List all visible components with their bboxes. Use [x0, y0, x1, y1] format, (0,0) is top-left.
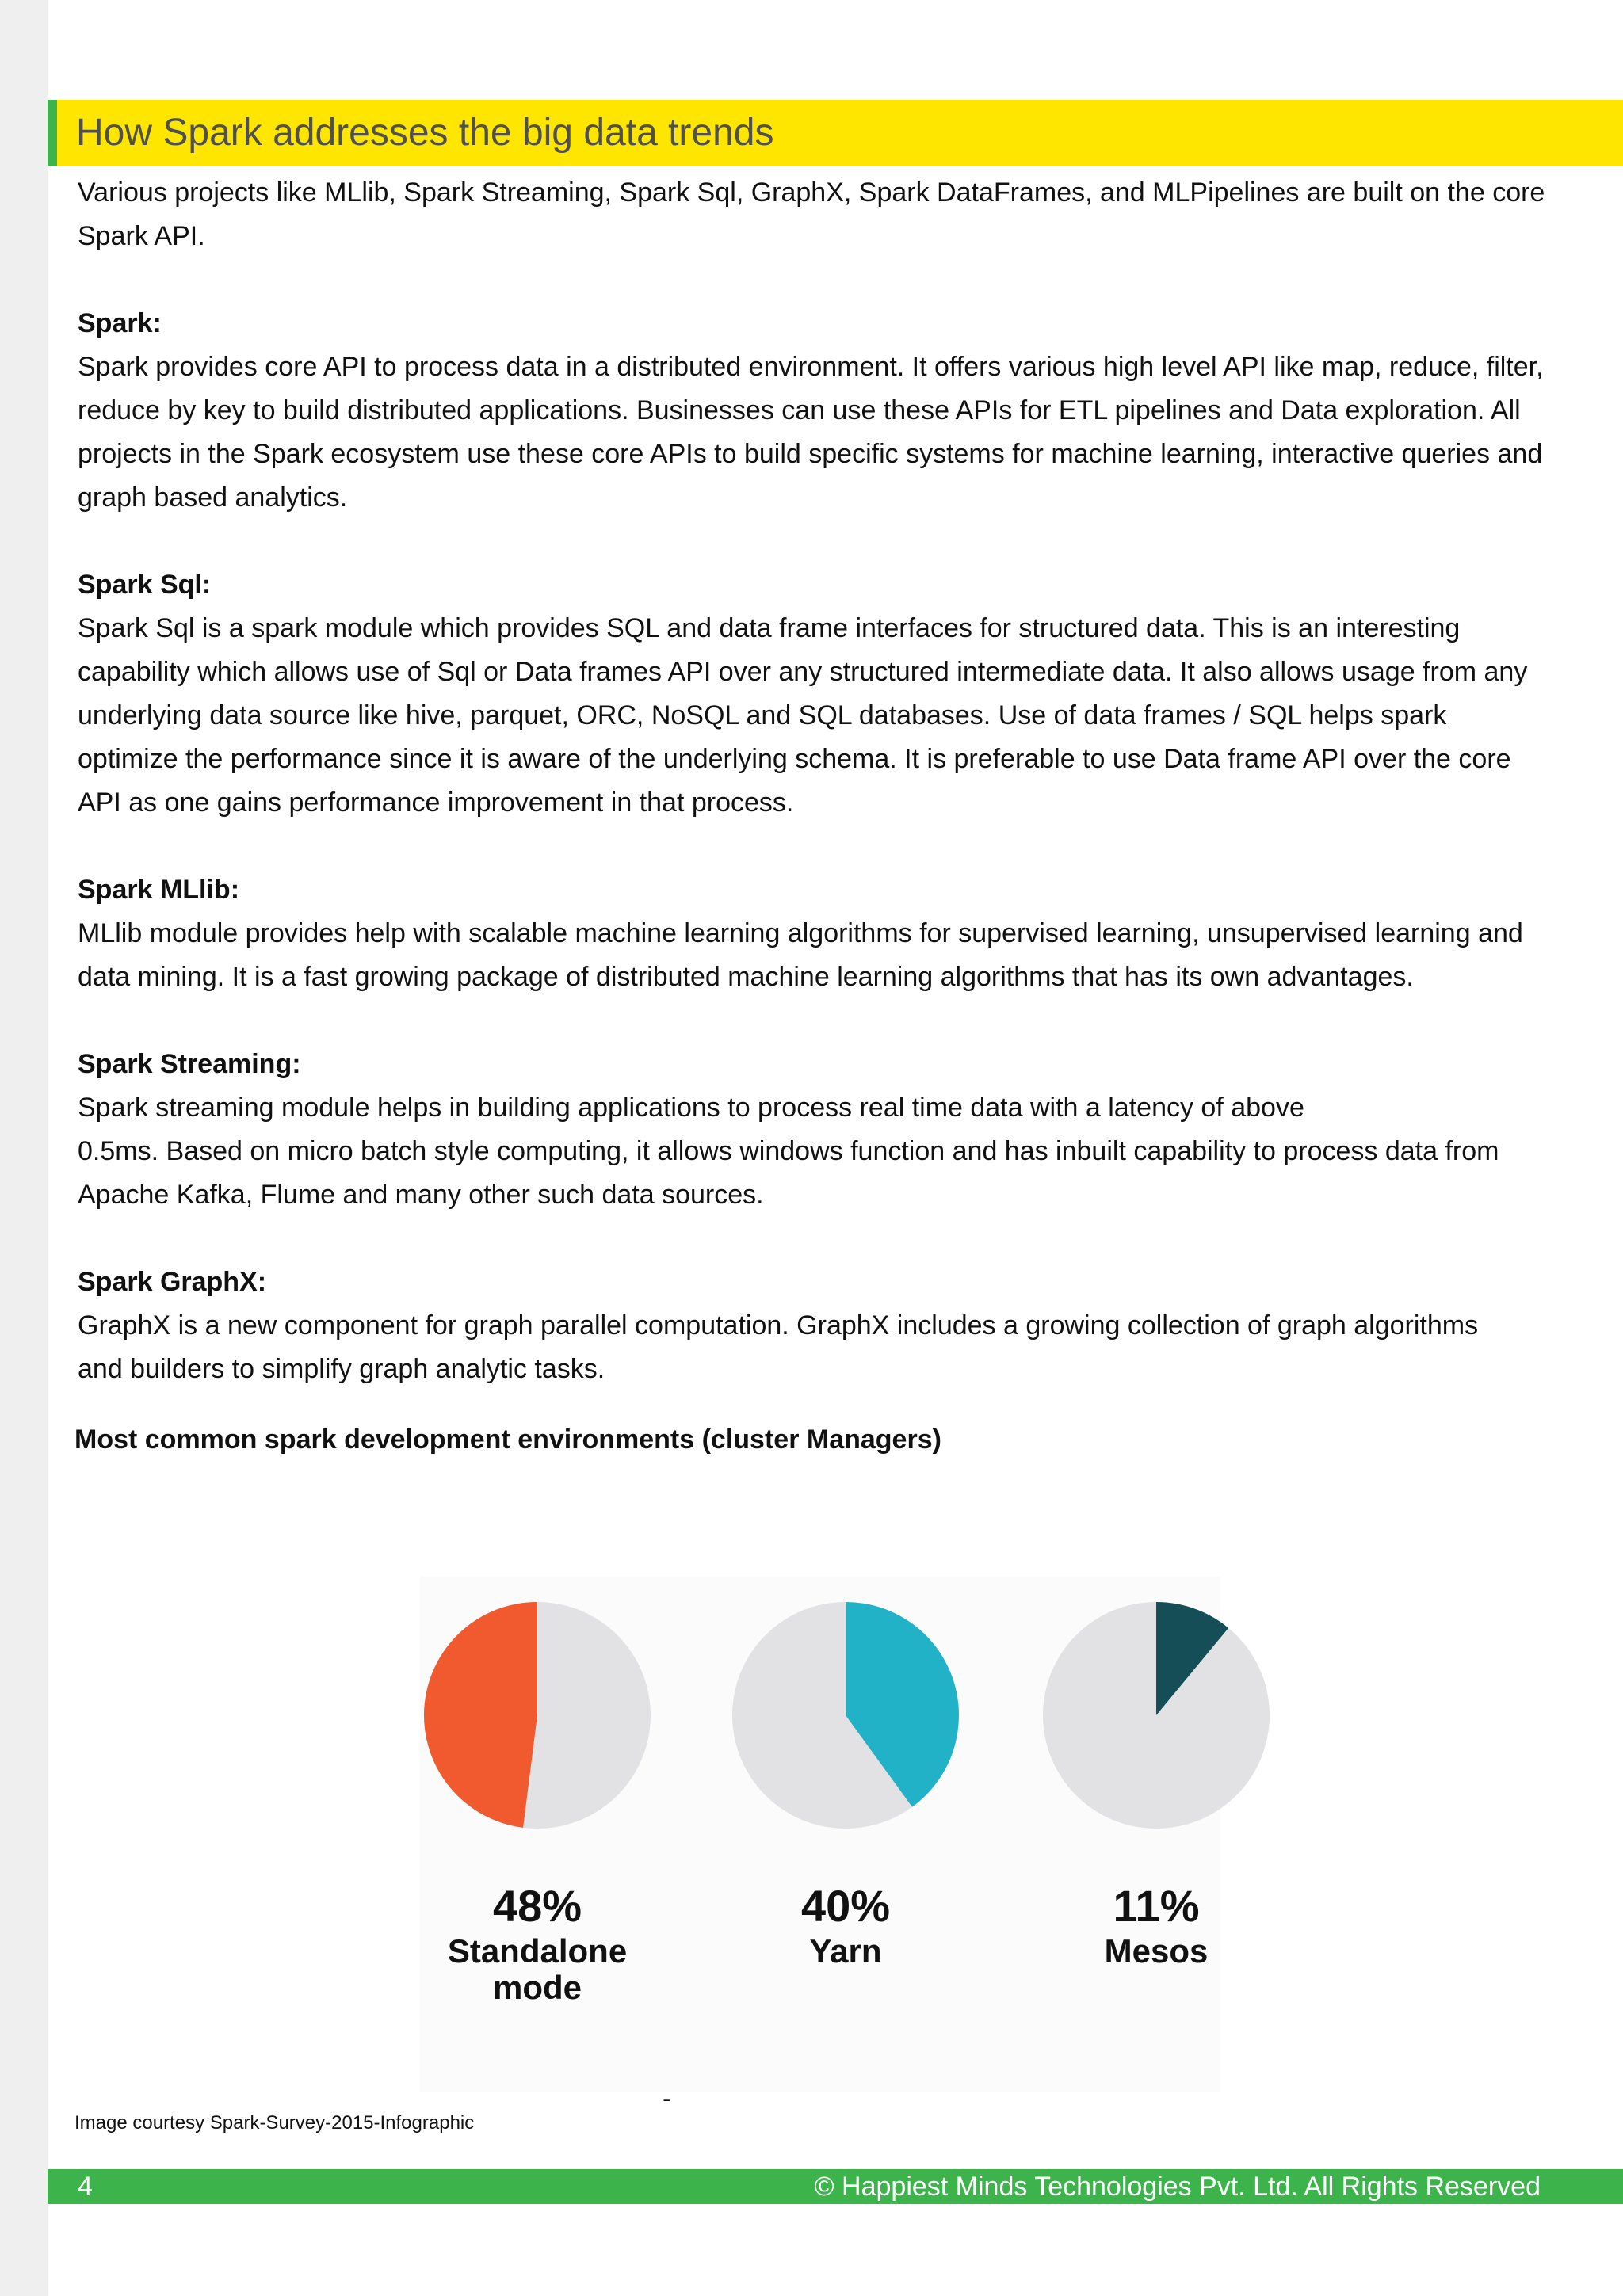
section-line: 0.5ms. Based on micro batch style computing, it allows windows function and has inbuilt capability to process data from [78, 1136, 1499, 1166]
pie-slice [424, 1602, 537, 1828]
pie-chart-standalone [418, 1600, 656, 2004]
pie-label: Standalone [447, 1932, 628, 1970]
image-credit: Image courtesy Spark-Survey-2015-Infographic [74, 2112, 475, 2134]
page-number: 4 [78, 2172, 93, 2202]
section-line: optimize the performance since it is aware of the underlying schema. It is preferable to use Data frame API over the core [78, 744, 1511, 774]
section-line: graph based analytics. [78, 482, 348, 513]
section-line: GraphX is a new component for graph parallel computation. GraphX includes a growing collection of graph algorithms [78, 1310, 1479, 1341]
section-title-spark-mllib: Spark MLlib: [78, 875, 240, 905]
pie-yarn-svg [731, 1600, 960, 1830]
section-line: MLlib module provides help with scalable machine learning algorithms for supervised learning, unsupervised learning and [78, 918, 1523, 948]
intro-line: Various projects like MLlib, Spark Streaming, Spark Sql, GraphX, Spark DataFrames, and MLPipelines are built on the core [78, 177, 1545, 208]
left-margin-strip [0, 0, 48, 2296]
section-line: capability which allows use of Sql or Data frames API over any structured intermediate data. It also allows usage from any [78, 657, 1528, 687]
pie-chart-mesos [1037, 1600, 1275, 1971]
page-heading: How Spark addresses the big data trends [76, 112, 774, 154]
section-line: underlying data source like hive, parquet, ORC, NoSQL and SQL databases. Use of data frames / SQL helps spark [78, 700, 1447, 730]
section-line: Spark streaming module helps in building applications to process real time data with a latency of above [78, 1093, 1304, 1123]
pie-value: 40% [800, 1881, 891, 1931]
pie-chart-yarn [727, 1600, 964, 1971]
section-title-spark-sql: Spark Sql: [78, 570, 212, 600]
pie-label: Yarn [809, 1932, 882, 1970]
section-line: Spark Sql is a spark module which provides SQL and data frame interfaces for structured data. This is an interesting [78, 613, 1461, 643]
pie-mesos-svg [1041, 1600, 1271, 1830]
pie-value: 11% [1113, 1881, 1200, 1931]
section-line: API as one gains performance improvement in that process. [78, 788, 794, 818]
section-line: and builders to simplify graph analytic tasks. [78, 1354, 605, 1384]
pie-value: 48% [492, 1881, 582, 1931]
copyright-notice: © Happiest Minds Technologies Pvt. Ltd. All Rights Reserved [814, 2172, 1541, 2202]
pie-label: mode [492, 1969, 582, 2006]
section-title-spark: Spark: [78, 308, 162, 338]
section-line: Spark provides core API to process data in a distributed environment. It offers various high level API like map, reduce, filter, [78, 352, 1544, 382]
intro-line: Spark API. [78, 221, 205, 251]
section-line: Apache Kafka, Flume and many other such data sources. [78, 1180, 764, 1210]
section-line: projects in the Spark ecosystem use these core APIs to build specific systems for machine learning, interactive queries and [78, 439, 1543, 469]
section-line: data mining. It is a fast growing package of distributed machine learning algorithms that has its own advantages. [78, 962, 1414, 992]
heading-bar [48, 100, 1623, 166]
pie-standalone-svg [422, 1600, 652, 1830]
pie-label: Mesos [1104, 1932, 1209, 1970]
section-line: reduce by key to build distributed applications. Businesses can use these APIs for ETL pipelines and Data exploration. All [78, 395, 1521, 425]
section-title-spark-streaming: Spark Streaming: [78, 1049, 301, 1079]
footer-bar [48, 2169, 1623, 2204]
chart-title: Most common spark development environments (cluster Managers) [74, 1425, 941, 1455]
section-title-spark-graphx: Spark GraphX: [78, 1267, 267, 1297]
article-body [78, 171, 1583, 1391]
stray-dash: - [663, 2084, 672, 2114]
